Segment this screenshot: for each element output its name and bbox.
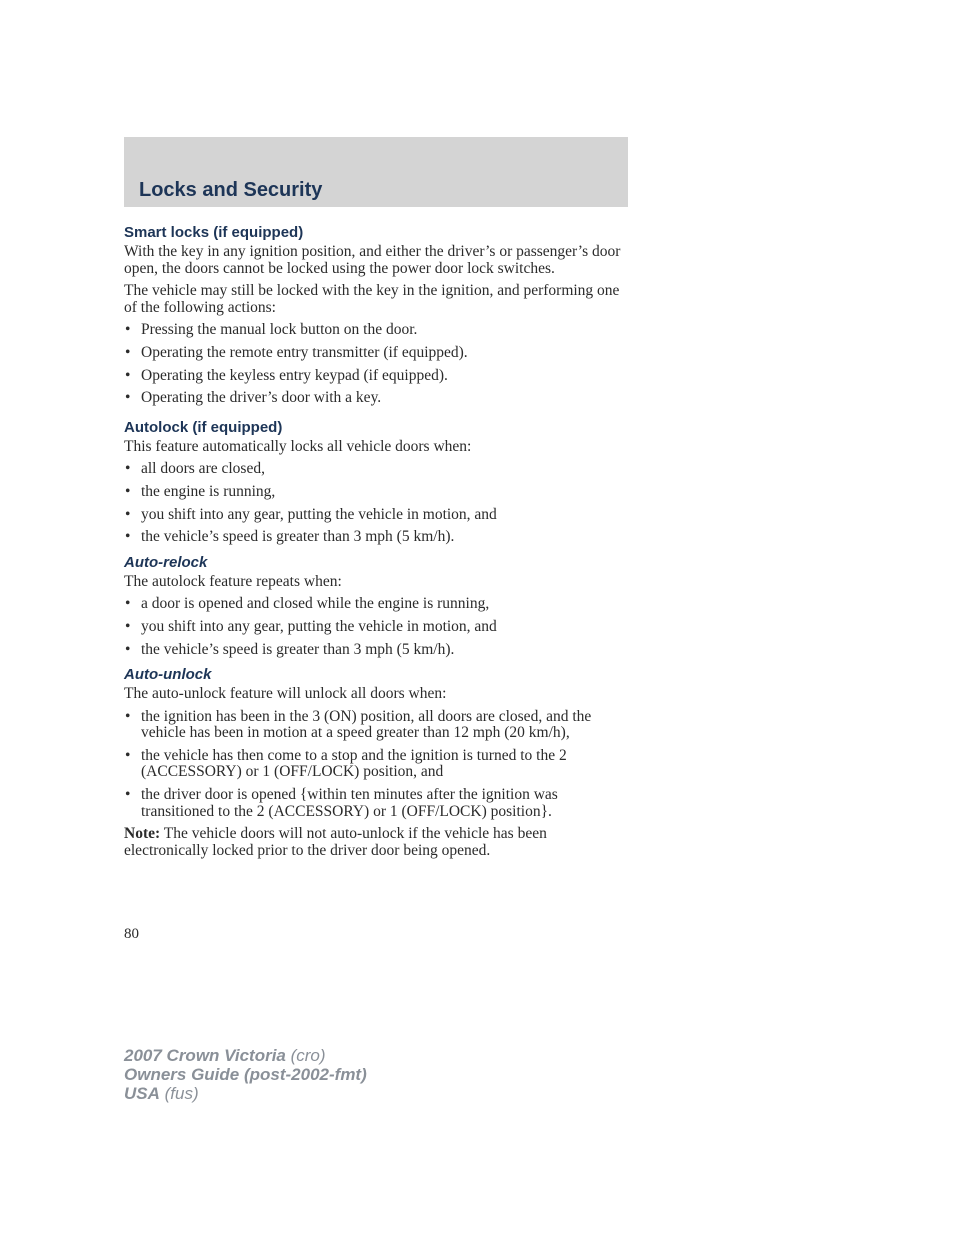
autolock-list [124, 461, 629, 545]
list-item: • Pressing the manual lock button on the door. [125, 321, 418, 339]
page-number: 80 [124, 926, 139, 942]
list-item: • all doors are closed, [125, 460, 265, 478]
bullet-icon: • [125, 389, 131, 407]
bullet-icon: • [125, 460, 131, 478]
auto-unlock-list [124, 709, 629, 821]
auto-relock-list [124, 596, 629, 658]
footer-line-3: USA (fus) [124, 1084, 199, 1103]
section-header-band [124, 137, 628, 207]
bullet-icon: • [125, 505, 131, 523]
bullet-icon: • [125, 528, 131, 546]
note-text: The vehicle doors will not auto-unlock if the vehicle has been electronically locked prior to the driver door being opened. [124, 825, 547, 859]
auto-relock-heading: Auto-relock [124, 553, 208, 571]
list-item: • Operating the driver’s door with a key. [125, 389, 382, 407]
bullet-icon: • [125, 366, 131, 384]
list-item: • a door is opened and closed while the engine is running, [125, 595, 490, 613]
section-title: Locks and Security [139, 179, 323, 201]
auto-unlock-note [124, 826, 629, 859]
bullet-icon: • [125, 321, 131, 339]
auto-relock-intro: The autolock feature repeats when: [124, 572, 342, 590]
smart-locks-paragraph-1: With the key in any ignition position, and either the driver’s or passenger’s door open, the doors cannot be locked using the power door lock switches. [124, 243, 621, 277]
auto-unlock-intro: The auto-unlock feature will unlock all doors when: [124, 685, 447, 703]
document-footer [124, 1046, 367, 1103]
list-item: • the vehicle’s speed is greater than 3 mph (5 km/h). [125, 640, 455, 658]
bullet-icon: • [125, 746, 131, 764]
page-content [124, 218, 629, 865]
list-item: • Operating the keyless entry keypad (if equipped). [125, 366, 448, 384]
auto-unlock-heading: Auto-unlock [124, 666, 212, 684]
note-label: Note: [124, 825, 161, 843]
autolock-heading: Autolock (if equipped) [124, 418, 283, 436]
list-item: • the vehicle has then come to a stop and the ignition is turned to the 2 (ACCESSORY) or 1 (OFF/LOCK) position, and [125, 746, 567, 781]
smart-locks-heading: Smart locks (if equipped) [124, 224, 304, 241]
bullet-icon: • [125, 617, 131, 635]
bullet-icon: • [125, 707, 131, 725]
smart-locks-paragraph-2: The vehicle may still be locked with the key in the ignition, and performing one of the following actions: [124, 282, 620, 316]
list-item: • Operating the remote entry transmitter (if equipped). [125, 343, 468, 361]
list-item: • the driver door is opened {within ten minutes after the ignition was transitioned to the 2 (ACCESSORY) or 1 (OFF/LOCK) position}. [125, 786, 558, 820]
bullet-icon: • [125, 595, 131, 613]
autolock-intro: This feature automatically locks all vehicle doors when: [124, 437, 472, 455]
smart-locks-list [124, 322, 629, 406]
bullet-icon: • [125, 786, 131, 804]
footer-line-1: 2007 Crown Victoria (cro) [124, 1046, 326, 1065]
bullet-icon: • [125, 482, 131, 500]
list-item: • the ignition has been in the 3 (ON) position, all doors are closed, and the vehicle has been in motion at a speed greater than 12 mph (20 km/h), [125, 707, 592, 742]
list-item: • you shift into any gear, putting the vehicle in motion, and [125, 617, 497, 635]
list-item: • you shift into any gear, putting the vehicle in motion, and [125, 505, 497, 523]
list-item: • the vehicle’s speed is greater than 3 mph (5 km/h). [125, 528, 455, 546]
bullet-icon: • [125, 640, 131, 658]
bullet-icon: • [125, 343, 131, 361]
footer-line-2: Owners Guide (post-2002-fmt) [124, 1065, 367, 1084]
list-item: • the engine is running, [125, 482, 276, 500]
